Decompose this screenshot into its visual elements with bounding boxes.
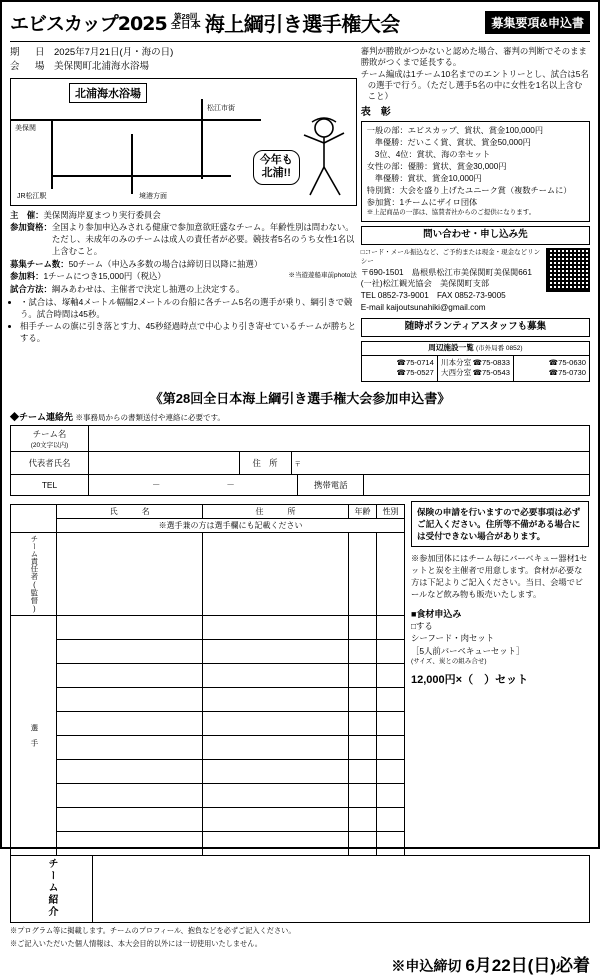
left-column (10, 46, 361, 382)
teams-value: 50チーム（申込み多数の場合は締切日以降に抽選） (68, 258, 263, 269)
facilities-cell-1-0 (441, 358, 510, 369)
map-note-0: 美保関 (15, 124, 36, 132)
map-road-2 (51, 119, 53, 189)
row-label-manager: チーム責任者(監督) (11, 532, 57, 615)
rep-row (11, 451, 590, 474)
method-item-1: • 相手チームの旗に引き落とす力、45秒経過時点で中心より引き寄せているチームが勝ちとする。 (20, 321, 357, 345)
cell-name[interactable] (57, 783, 203, 807)
map-callout-line1: 今年も (259, 154, 293, 167)
host-row (10, 210, 357, 222)
inquiry-header: 問い合わせ・申し込み先 (361, 226, 590, 245)
table-row (11, 687, 405, 711)
entry-note: チーム編成は1チーム10名までのエントリーとし、試合は5名の選手で行う。（ただし選手5名の中に女性を1名以上含むこと） (360, 68, 589, 102)
organization-name: (一社)松江観光協会 美保関町支部 (360, 279, 490, 289)
prize-line-2: 3位、4位：賞状、海の幸セット (374, 150, 491, 159)
team-intro-input[interactable] (93, 855, 590, 922)
cell-name[interactable] (57, 687, 203, 711)
deadline-label: ※申込締切 (391, 958, 462, 975)
telephone-line: TEL 0852-73-9001 FAX 0852-73-9005 (360, 291, 506, 301)
fee-label: 参加料： (10, 271, 44, 282)
page-header (10, 8, 590, 42)
rep-fields (89, 451, 590, 474)
volunteer-banner: 随時ボランティアスタッフも募集 (361, 318, 590, 337)
table-row (11, 783, 405, 807)
facilities-cell-0-1 (365, 368, 434, 379)
facilities-tel-0-1: ☎75-0527 (396, 368, 434, 378)
facilities-cell-2-1 (517, 368, 586, 379)
cell-age[interactable] (349, 532, 377, 615)
event-logo: エビスカップ2025 (10, 13, 167, 35)
facilities-title-text: 周辺施設一覧 (428, 342, 474, 352)
cell-age[interactable] (349, 783, 377, 807)
map-note-3: 松江市街 (207, 104, 235, 112)
teams-row (10, 259, 357, 271)
cell-address[interactable] (203, 759, 349, 783)
contact-section-header (10, 410, 590, 423)
host-label: 主 催： (10, 209, 44, 220)
mobile-input[interactable] (364, 475, 589, 495)
prize-line-6: 参加賞：1チームにザイロ団体 (366, 197, 478, 207)
method-item-0: • ・試合は、塚軸4メートル幅幅2メートルの台船に各チーム5名の選手が乗り、綱引きで競う。試合時間は45秒。 (20, 297, 357, 321)
map-venue-label: 北浦海水浴場 (69, 83, 147, 103)
facilities-name-1-0: 川本分室 (440, 357, 472, 367)
qualify-row (10, 222, 357, 257)
col-header-name: 氏 名 (57, 504, 203, 518)
tel-part-3[interactable] (238, 475, 298, 495)
members-cell (10, 500, 405, 856)
members-header-row (11, 504, 405, 518)
facilities-tel-2-1: ☎75-0730 (548, 368, 586, 378)
bbq-note: ※参加団体にはチーム毎にバーベキュー器材1セットと炭を主催者で用意します。食材が必要な方は下記よりご記入ください。当日、会場でビールなど飲み物も販売いたします。 (411, 554, 588, 599)
postal-mark: 〒 (294, 460, 301, 468)
members-layout (10, 500, 590, 856)
col-header-sex: 性別 (377, 504, 405, 518)
table-row (11, 759, 405, 783)
cell-age[interactable] (349, 663, 377, 687)
cell-age[interactable] (349, 711, 377, 735)
table-row (11, 663, 405, 687)
cell-name[interactable] (57, 663, 203, 687)
facilities-col-2 (513, 356, 589, 381)
members-table (10, 504, 405, 856)
cell-age[interactable] (349, 831, 377, 855)
fee-row (10, 271, 357, 283)
map-note-2: 境港方面 (139, 192, 167, 200)
fee-note: ※当遊遊船車前photo法 (288, 272, 357, 280)
team-intro-label: チーム紹介 (46, 857, 57, 918)
event-place-row (10, 60, 357, 74)
facilities-body (362, 356, 589, 381)
teams-label: 募集チーム数： (10, 258, 69, 269)
cell-sex[interactable] (377, 615, 405, 639)
contact-head-note: ※事務局からの書類送付や連絡に必要です。 (75, 412, 225, 422)
map-callout-line2: 北浦!! (261, 167, 291, 180)
facilities-tel-0-0: ☎75-0714 (396, 357, 434, 367)
prize-line-4: 準優勝：賞状、賞金10,000円 (374, 173, 482, 183)
tel-part-2[interactable] (163, 475, 223, 495)
event-date-row (10, 46, 357, 60)
tel-label-cell: TEL (11, 474, 89, 495)
host-value: 美保関海岸夏まつり実行委員会 (43, 209, 161, 220)
cell-address[interactable] (203, 831, 349, 855)
food-price[interactable]: 12,000円×（ ）セット (411, 674, 529, 687)
right-column (361, 46, 590, 382)
page-title: 海上綱引き選手権大会 (204, 14, 400, 36)
facilities-subtitle: (市外局番 0852) (475, 344, 523, 352)
qualify-value: 全国より参加申込みされる健康で参加意欲旺盛なチーム。年齢性別は問わない。ただし、未成年のみのチームは成人の責任者が必要。競技者5名のうち女性1名以上含むこと。 (51, 222, 355, 256)
mobile-label: 携帯電話 (298, 475, 364, 495)
cell-age[interactable] (349, 807, 377, 831)
cell-sex[interactable] (377, 783, 405, 807)
food-order-header: ■食材申込み (411, 608, 462, 619)
food-option-1: シーフード・肉セット (411, 633, 495, 644)
rep-name-input[interactable] (89, 452, 239, 474)
tel-dash-2: － (226, 479, 235, 490)
cell-name[interactable] (57, 532, 203, 615)
cell-name[interactable] (57, 807, 203, 831)
email-line: E-mail kaijoutsunahiki@gmail.com (360, 303, 486, 313)
cell-address[interactable] (203, 663, 349, 687)
phone-fields (89, 474, 590, 495)
insurance-note: 保険の申請を行いますので必要事項は必ずご記入ください。住所等不備がある場合には受付できない場合があります。 (411, 501, 589, 547)
prize-title: 表 彰 (360, 106, 391, 118)
facilities-cell-2-0 (517, 358, 586, 369)
food-option-0[interactable]: □する (411, 620, 433, 631)
deadline-value: 6月22日(日)必着 (465, 956, 590, 976)
cell-address[interactable] (203, 783, 349, 807)
prize-line-0: 一般の部：エビスカップ、賞状、賞金100,000円 (366, 126, 544, 136)
members-subheader-row (11, 518, 405, 532)
payment-note: □コード・メール振込など、ご予約または現金・現金などリンシー (360, 248, 541, 266)
cell-address[interactable] (203, 807, 349, 831)
deadline-line (10, 951, 590, 976)
team-name-sub: (20文字以内) (30, 441, 69, 449)
table-row (11, 735, 405, 759)
rep-label-cell: 代表者氏名 (11, 451, 89, 474)
cell-sex[interactable] (377, 687, 405, 711)
facilities-tel-2-0: ☎75-0630 (548, 357, 586, 367)
facilities-tel-1-1: ☎75-0543 (472, 368, 510, 378)
top-info-section (10, 46, 590, 382)
cell-address[interactable] (203, 735, 349, 759)
runner-illustration (298, 117, 350, 201)
team-intro-table (10, 855, 590, 923)
cell-name[interactable] (57, 615, 203, 639)
table-row (11, 831, 405, 855)
method-list (10, 297, 357, 345)
cell-address[interactable] (203, 711, 349, 735)
row-label-players: 選 手 (11, 615, 57, 855)
facilities-name-1-1: 大西分室 (440, 368, 472, 378)
contact-table (10, 425, 590, 496)
edition-number (171, 13, 201, 31)
facilities-col-0 (362, 356, 437, 381)
map-road-3 (131, 134, 133, 194)
facilities-cell-0-0 (365, 358, 434, 369)
table-row (11, 639, 405, 663)
event-place-label: 会 場 (10, 61, 48, 73)
col-header-address: 住 所 (203, 504, 349, 518)
cell-age[interactable] (349, 615, 377, 639)
map-note-1: JR松江駅 (17, 192, 47, 200)
cell-sex[interactable] (377, 759, 405, 783)
facilities-title (362, 342, 589, 356)
cell-address[interactable] (203, 687, 349, 711)
contact-block (361, 248, 590, 314)
table-row (11, 532, 405, 615)
fee-value: 1チームにつき15,000円（税込） (43, 271, 166, 282)
cell-sex[interactable] (377, 663, 405, 687)
team-name-input[interactable] (89, 425, 590, 451)
prize-line-5: 特別賞：大会を盛り上げたユニーク賞（複数チームに） (366, 185, 572, 195)
food-option-3: (サイズ、炭との組み合せ) (411, 658, 487, 666)
contact-head-text: ◆チーム連絡先 (10, 411, 74, 422)
team-name-row (11, 425, 590, 451)
cell-address[interactable] (203, 532, 349, 615)
method-row (10, 284, 357, 296)
cell-sex[interactable] (377, 735, 405, 759)
prize-line-1: 準優勝：だいこく賞、賞状、賞金50,000円 (374, 138, 531, 148)
team-name-label: チーム名 (32, 428, 67, 439)
table-row (11, 807, 405, 831)
cell-sex[interactable] (377, 532, 405, 615)
cell-age[interactable] (349, 735, 377, 759)
side-panel-cell (405, 500, 590, 856)
side-panel (411, 501, 589, 687)
entry-notes (361, 69, 590, 103)
facilities-tel-1-0: ☎75-0833 (472, 357, 510, 367)
prize-box (361, 121, 590, 222)
cell-sex[interactable] (377, 807, 405, 831)
event-date-label: 期 日 (10, 47, 48, 58)
form-title: 《第28回全日本海上綱引き選手権大会参加申込書》 (149, 390, 451, 406)
map-callout (253, 150, 300, 184)
method-value: 綱みあわせは、主催者で決定し抽選の上決定する。 (51, 284, 245, 295)
cell-name[interactable] (57, 735, 203, 759)
cell-name[interactable] (57, 831, 203, 855)
facilities-col-1 (437, 356, 513, 381)
footer-note-1: ※プログラム等に掲載します。チームのプロフィール、抱負などを必ずご記入ください。 (10, 925, 296, 935)
address-label: 住 所 (239, 452, 291, 474)
food-option-2: ［5人前バーベキューセット］ (411, 645, 525, 656)
table-row (11, 615, 405, 639)
cell-sex[interactable] (377, 831, 405, 855)
col-header-age: 年齢 (349, 504, 377, 518)
cell-age[interactable] (349, 687, 377, 711)
edition-line2: 全日本 (170, 20, 201, 32)
team-name-label-cell (11, 425, 89, 451)
members-header-note: ※選手兼の方は選手欄にも記載ください (57, 518, 405, 532)
method-label: 試合方法： (10, 284, 52, 295)
status-badge: 募集要項&申込書 (485, 11, 590, 34)
edition-line1: 第28回 (174, 12, 198, 22)
cell-name[interactable] (57, 639, 203, 663)
event-date-value: 2025年7月21日(月・海の日) (54, 47, 174, 58)
postal-address: 〒690-1501 島根県松江市美保関町美保関661 (360, 267, 532, 277)
left-body-text (10, 210, 357, 345)
phone-row (11, 474, 590, 495)
facilities-table (361, 341, 590, 382)
cell-age[interactable] (349, 759, 377, 783)
cell-sex[interactable] (377, 711, 405, 735)
referee-note: 審判が勝敗がつかないと認めた場合、審判の判断でそのまま勝敗がつくまで延長する。 (360, 46, 587, 68)
cell-age[interactable] (349, 639, 377, 663)
map-road-5 (201, 99, 203, 179)
map-road-1 (11, 119, 261, 121)
footer-note-2: ※ご記入いただいた個人情報は、本大会目的以外には一切使用いたしません。 (10, 939, 262, 948)
prize-line-3: 女性の部：優勝：賞状、賞金30,000円 (366, 161, 507, 171)
cell-address[interactable] (203, 615, 349, 639)
qualify-label: 参加資格： (10, 222, 52, 233)
address-input[interactable] (291, 452, 589, 474)
tel-part-1[interactable] (89, 475, 149, 495)
team-intro-label-cell (11, 855, 93, 922)
table-row (11, 711, 405, 735)
qr-code-icon (546, 248, 590, 292)
food-order-body (411, 620, 589, 668)
cell-address[interactable] (203, 639, 349, 663)
venue-map (10, 78, 357, 206)
cell-name[interactable] (57, 711, 203, 735)
map-road-4 (51, 175, 231, 177)
cell-sex[interactable] (377, 639, 405, 663)
event-place-value: 美保関町北浦海水浴場 (54, 61, 150, 73)
tel-dash-1: － (152, 479, 161, 490)
cell-name[interactable] (57, 759, 203, 783)
facilities-cell-1-1 (441, 368, 510, 379)
prize-line-7: ※上記商品の一部は、協賛者社からのご提供になります。 (366, 209, 536, 217)
